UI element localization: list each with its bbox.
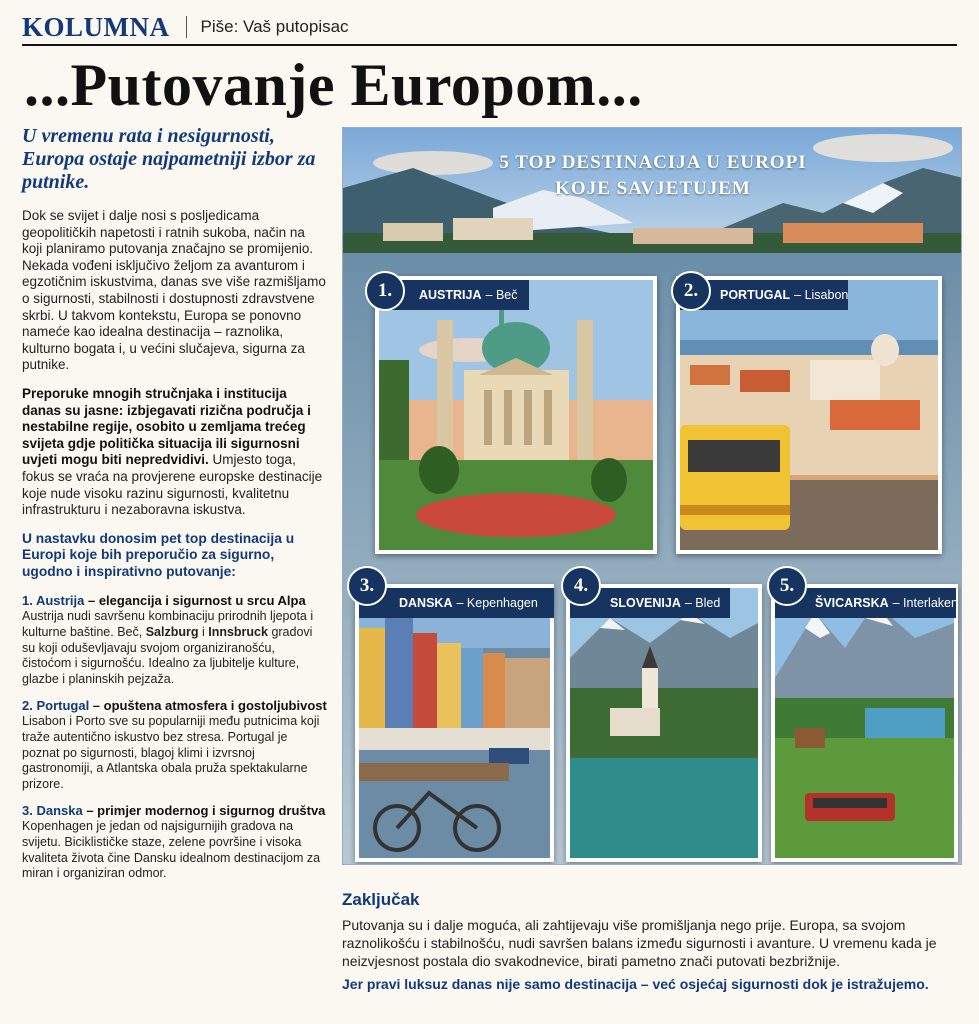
poster-title [343, 150, 962, 202]
item-text-b: i [198, 625, 209, 640]
card-country: PORTUGAL [720, 288, 791, 302]
card-city: – Lisabon [794, 288, 849, 302]
card-caption-denmark [359, 588, 554, 618]
item-text: Kopenhagen je jedan od najsigurnijih gradova na svijetu. Biciklističke staze, zelene površine i visoka kvaliteta života čine Dansku idealnom destinacijom za miran i organiziran odmor. [22, 819, 321, 881]
list-item-portugal [22, 697, 327, 792]
article-body [22, 125, 327, 892]
card-city: – Bled [684, 596, 721, 610]
column-header [22, 10, 957, 46]
poster-title-line1: 5 TOP DESTINACIJA U EUROPI [499, 152, 807, 173]
item-number: 3. Danska [22, 803, 83, 819]
conclusion-text: Putovanja su i dalje moguća, ali zahtijevaju više promišljanja nego prije. Europa, sa svojom raznolikošću i stabilnošću, nudi savršen balans između sigurnosti i avanture. U vremenu kada je neizvjesnost postala dio svakodnevice, birati pametno znači putovati bezbrižnije. [342, 917, 937, 969]
item-number: 1. Austrija [22, 593, 85, 609]
item-bold-innsbruck: Innsbruck [208, 625, 268, 640]
paragraph-recommendations [22, 386, 327, 519]
item-title [22, 592, 327, 609]
vienna-church-illustration [379, 280, 653, 550]
card-city: – Interlaken [892, 596, 958, 610]
paragraph-intro: Dok se svijet i dalje nosi s posljedicama geopolitičkih napetosti i ratnih sukoba, način na koji planiramo putovanja značajno se promijenio. Nekada vođeni isključivo željom za avanturom i egzotičnim iskustvima, danas sve više razmišljamo o sigurnosti, stabilnosti i dostupnosti zdravstvene skrbi. U takvom kontekstu, Europa se ponovno nameće kao idealna destinacija – raznolika, kulturno bogata i, u većini slučajeva, sigurna za putnike. [22, 208, 326, 373]
lisbon-tram-illustration [680, 280, 938, 550]
austria-photo [379, 280, 653, 550]
list-item-denmark [22, 802, 327, 881]
byline: Piše: Vaš putopisac [200, 17, 349, 36]
destination-card-slovenia [566, 584, 762, 862]
bled-illustration [570, 588, 758, 858]
destination-card-switzerland [771, 584, 958, 862]
card-country: SLOVENIJA [610, 596, 681, 610]
portugal-photo [680, 280, 938, 550]
item-heading: – elegancija i sigurnost u srcu Alpa [84, 593, 306, 609]
item-heading: – opuštena atmosfera i gostoljubivost [89, 698, 327, 714]
recommendations-bold: Preporuke mnogih stručnjaka i institucija danas su jasne: izbjegavati rizična područja i nestabilne regije, osobito u zemljama trećeg svijeta gdje politička situacija ili sigurnosni uvjeti mogu biti nepredvidivi. [22, 385, 311, 468]
item-text [22, 609, 327, 687]
card-number-4: 4. [561, 566, 601, 606]
card-city: – Beč [485, 288, 518, 302]
list-item-austria [22, 592, 327, 687]
list-intro: U nastavku donosim pet top destinacija u Europi koje bih preporučio za sigurno, ugodno i inspirativno putovanje: [22, 530, 295, 579]
poster-title-line2: KOJE SAVJETUJEM [555, 178, 751, 199]
interlaken-illustration [775, 588, 954, 858]
item-text-c: gradovi su koji oduševljavaju svojom organiziranošću, čistoćom i sigurnošću. Idealno za ljubitelje kulture, glazbe i planinskih pejzaža. [22, 625, 313, 686]
card-country: ŠVICARSKA [815, 596, 889, 610]
item-bold-salzburg: Salzburg [145, 625, 199, 640]
item-text-a: Austrija nudi savršenu kombinaciju prirodnih ljepota i kulturne baštine. Beč, [22, 609, 314, 640]
destination-card-portugal [676, 276, 942, 554]
lead-text: U vremenu rata i nesigurnosti, Europa ostaje najpametniji izbor za putnike. [22, 125, 316, 193]
destination-card-denmark [355, 584, 554, 862]
destinations-poster [342, 127, 962, 865]
switzerland-photo [775, 588, 954, 858]
item-text: Lisabon i Porto sve su popularniji među putnicima koji traže autentično iskustvo bez stresa. Portugal je poznat po sigurnosti, blagoj klimi i izvrsnoj gastronomiji, a Atlantska obala pruža spektakularne prizore. [22, 714, 320, 791]
item-title [22, 697, 327, 714]
denmark-photo [359, 588, 550, 858]
recommendations-rest: Umjesto toga, fokus se vraća na provjerene europske destinacije koje nude visoku razinu sigurnosti, kvalitetnu infrastrukturu i nezaboravna iskustva. [22, 452, 323, 518]
conclusion-title: Zaključak [342, 890, 420, 909]
item-heading: – primjer modernog i sigurnog društva [82, 803, 326, 819]
item-title [22, 802, 327, 819]
header-divider [186, 16, 187, 38]
card-number-3: 3. [347, 566, 387, 606]
card-number-1: 1. [365, 271, 405, 311]
card-number-2: 2. [671, 271, 711, 311]
page-title: ...Putovanje Europom... [24, 52, 643, 118]
conclusion [342, 890, 962, 993]
nyhavn-illustration [359, 588, 550, 858]
item-number: 2. Portugal [22, 698, 90, 714]
card-number-5: 5. [767, 566, 807, 606]
card-country: AUSTRIJA [419, 288, 482, 302]
destination-card-austria [375, 276, 657, 554]
conclusion-highlight: Jer pravi luksuz danas nije samo destinacija – već osjećaj sigurnosti dok je istražujemo. [342, 976, 929, 992]
section-label: KOLUMNA [22, 11, 170, 42]
slovenia-photo [570, 588, 758, 858]
card-city: – Kepenhagen [456, 596, 538, 610]
card-country: DANSKA [399, 596, 453, 610]
